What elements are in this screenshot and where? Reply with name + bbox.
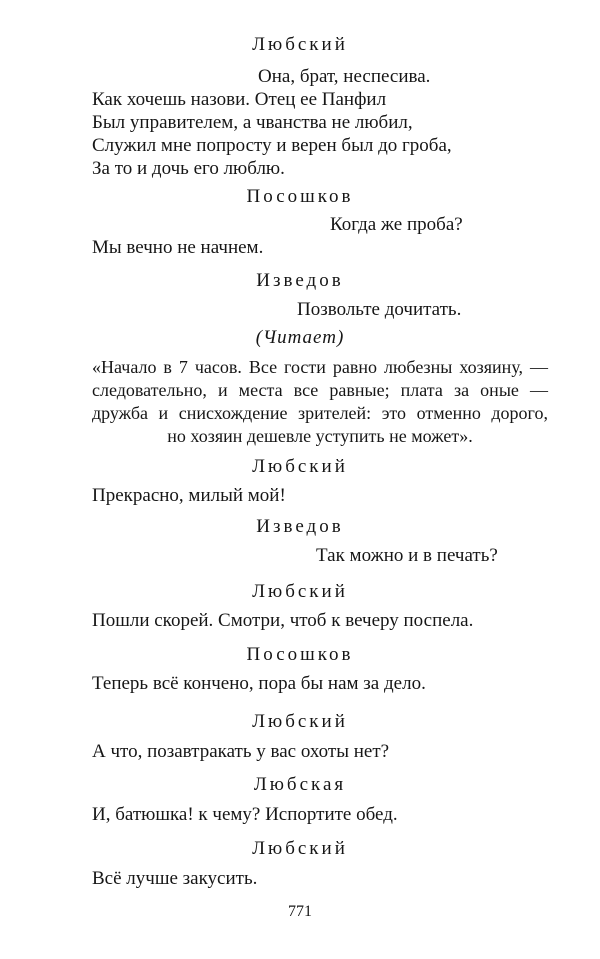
verse-line: Всё лучше закусить.: [92, 868, 258, 889]
prose-line: «Начало в 7 часов. Все гости равно любезны хозяину, —: [92, 357, 548, 377]
prose-line: следовательно, и места все равные; плата за оные —: [92, 380, 548, 400]
prose-paragraph: [92, 356, 548, 448]
speaker-name: Изведов: [256, 516, 344, 537]
verse-line: Пошли скорей. Смотри, чтоб к вечеру поспела.: [92, 610, 474, 631]
verse-line: Она, брат, неспесива.: [258, 66, 431, 87]
speaker-name: Любский: [252, 581, 348, 602]
verse-line: За то и дочь его люблю.: [92, 158, 285, 179]
prose-line: но хозяин дешевле уступить не может».: [167, 426, 473, 446]
verse-line: И, батюшка! к чему? Испортите обед.: [92, 804, 398, 825]
verse-line: Служил мне попросту и верен был до гроба,: [92, 135, 452, 156]
speaker-name: Посошков: [246, 644, 354, 665]
verse-line: Теперь всё кончено, пора бы нам за дело.: [92, 673, 426, 694]
verse-line: А что, позавтракать у вас охоты нет?: [92, 741, 390, 762]
speaker-name: Любский: [252, 711, 348, 732]
verse-line: Так можно и в печать?: [316, 545, 498, 566]
speaker-name: Любская: [253, 774, 347, 795]
speaker-name: Изведов: [256, 270, 344, 291]
speaker-name: Любский: [252, 838, 348, 859]
page-number: 771: [288, 903, 312, 920]
verse-line: Был управителем, а чванства не любил,: [92, 112, 413, 133]
verse-line: Когда же проба?: [330, 214, 463, 235]
verse-line: Мы вечно не начнем.: [92, 237, 264, 258]
verse-line: Как хочешь назови. Отец ее Панфил: [92, 89, 387, 110]
speaker-name: Любский: [252, 34, 348, 55]
speaker-name: Посошков: [246, 186, 354, 207]
verse-line: Прекрасно, милый мой!: [92, 485, 286, 506]
speaker-name: Любский: [252, 456, 348, 477]
prose-line: дружба и снисхождение зрителей: это отменно дорого,: [92, 403, 548, 423]
verse-line: Позвольте дочитать.: [297, 299, 462, 320]
stage-direction: (Читает): [255, 327, 345, 348]
